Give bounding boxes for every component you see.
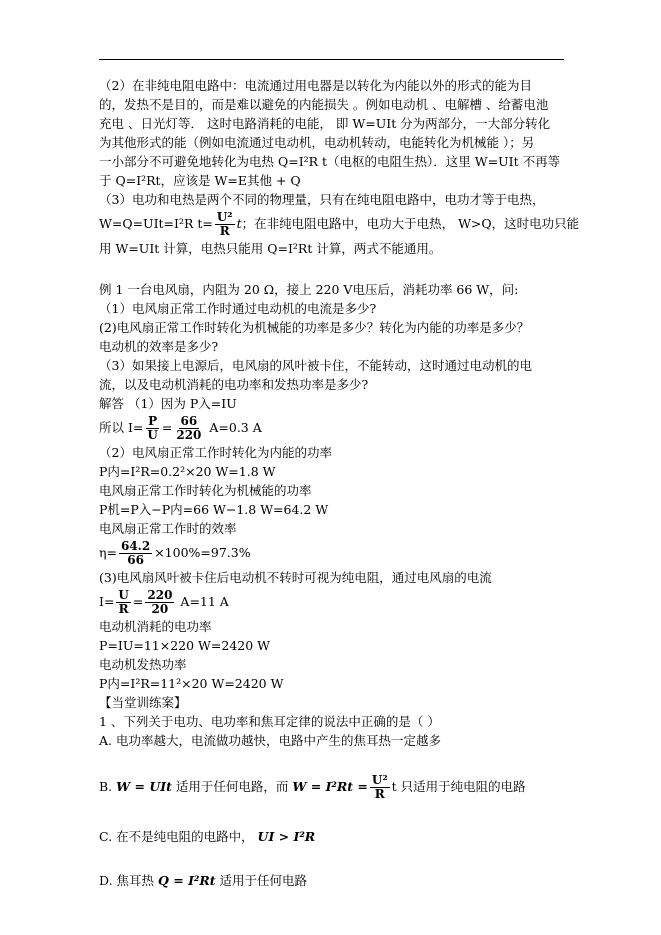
option-text: 适用于任何电路，而 (171, 779, 293, 794)
formula-text: η= (99, 545, 117, 560)
example-question: (2)电风扇正常工作时转化为机械能的功率是多少？转化为内能的功率是多少？ (99, 320, 530, 335)
formula-text: W=Q=UIt=I²R t= (99, 216, 213, 231)
example-problem (99, 280, 567, 394)
fraction-denominator: R (219, 224, 230, 238)
solution-line: 电风扇正常工作时的效率 (99, 521, 237, 536)
fraction-u-over-r (116, 589, 130, 616)
text-line: （3）电功和电热是两个不同的物理量，只有在纯电阻电路中，电功才等于电热， (99, 192, 545, 207)
solution-formula (99, 538, 567, 568)
option-text: D. 焦耳热 (99, 873, 158, 888)
formula-text: W = I²Rt = (292, 779, 368, 794)
solution-formula: I= $\frac{U}{R}$ = $\frac{220}{20}$ A=11 A (99, 588, 229, 616)
formula-text: A=0.3 A (205, 420, 262, 435)
solution-line: （2）电风扇正常工作时转化为内能的功率 (99, 445, 332, 460)
solution-formula: 所以 I= $\frac{P}{U}$ = $\frac{66}{220}$ A=0.3 A (99, 414, 262, 442)
text-line: 用 W=UIt 计算，电热只能用 Q=I²Rt 计算，两式不能通用。 (99, 241, 442, 256)
fraction-u2-over-r (215, 211, 235, 238)
header-rule (99, 59, 564, 60)
fraction-numerator: 66 (180, 414, 198, 428)
question-stem: 1 、下列关于电功、电功率和焦耳定律的说法中正确的是（ ） (99, 714, 440, 729)
drill-section (99, 693, 567, 896)
fraction-u2-over-r (370, 774, 390, 801)
fraction-p-over-u (145, 415, 159, 442)
solution-line: P内=I²R=0.2²×20 W=1.8 W (99, 464, 276, 479)
example-question: （1）电风扇正常工作时通过电动机的电流是多少? (99, 301, 377, 316)
option-text: 适用于任何电路 (215, 873, 308, 888)
paragraph-work-vs-heat (99, 190, 580, 258)
solution-line: P机=P入−P内=66 W−1.8 W=64.2 W (99, 502, 329, 517)
solution-line: 电风扇正常工作时转化为机械能的功率 (99, 483, 312, 498)
option-text: t 只适用于纯电阻的电路 (391, 779, 526, 794)
example-title: 例 1 一台电风扇，内阻为 20 Ω，接上 220 V电压后，消耗功率 66 W，问: (99, 282, 519, 297)
fraction-denominator: 20 (151, 602, 169, 616)
fraction-denominator: 66 (127, 553, 144, 567)
fraction-denominator: R (118, 602, 129, 616)
option-c (99, 822, 567, 852)
option-a: A. 电功率越大，电流做功越快，电路中产生的焦耳热一定越多 (99, 733, 441, 748)
solution-line: 电动机消耗的电功率 (99, 619, 212, 634)
fraction-denominator: U (147, 428, 158, 442)
formula-text: W = UIt (116, 779, 172, 794)
formula-text: ；在非纯电阻电路中，电功大于电热， W>Q，这时电功只能 (241, 216, 580, 231)
formula-text: I= (99, 594, 115, 609)
solution (99, 394, 567, 693)
solution-line: 电动机发热功率 (99, 657, 187, 672)
fraction-numerator: 220 (147, 588, 173, 602)
option-label: B. (99, 779, 113, 794)
fraction-denominator: 220 (176, 428, 202, 442)
fraction-numerator: P (148, 414, 158, 428)
text-line: 充电 、日光灯等． 这时电路消耗的电能， 即 W=UIt 分为两部分，一大部分转化 (99, 116, 551, 131)
solution-line: P内=I²R=11²×20 W=2420 W (99, 676, 284, 691)
solution-line: (3)电风扇风叶被卡住后电动机不转时可视为纯电阻，通过电风扇的电流 (99, 570, 492, 585)
fraction-66-over-220 (174, 415, 203, 442)
option-b (99, 770, 567, 804)
fraction-numerator: 64.2 (120, 539, 151, 553)
fraction-denominator: R (374, 787, 385, 801)
option-d (99, 866, 567, 896)
formula-text: ×100%=97.3% (154, 545, 251, 560)
fraction-numerator: U² (216, 210, 233, 224)
formula-t: t (236, 216, 242, 231)
option-text: C. 在不是纯电阻的电路中， (99, 829, 258, 844)
fraction-efficiency (119, 540, 152, 567)
text-line: 为其他形式的能（例如电流通过电动机，电动机转动，电能转化为机械能 ）；另 (99, 135, 535, 150)
solution-line: 解答 （1）因为 P入=IU (99, 396, 237, 411)
text-line: 的，发热不是目的，而是难以避免的内能损失 。例如电动机 、电解槽 、给蓄电池 (99, 97, 549, 112)
example-question: 电动机的效率是多少? (99, 339, 219, 354)
paragraph-nonpure-circuit (99, 76, 567, 190)
document-body (99, 76, 580, 896)
formula-text: UI > I²R (257, 829, 316, 844)
solution-line: P=IU=11×220 W=2420 W (99, 638, 270, 653)
formula-text: Q = I²Rt (158, 873, 216, 888)
fraction-numerator: U² (371, 773, 388, 787)
text-line: 于 Q=I²Rt，应该是 W=E其他 + Q (99, 173, 301, 188)
section-title: 【当堂训练案】 (99, 695, 187, 710)
fraction-220-over-20 (145, 589, 174, 616)
text-line: 一小部分不可避免地转化为电热 Q=I²R t（电枢的电阻生热）．这里 W=UIt 不再等 (99, 154, 561, 169)
formula-line (99, 209, 580, 239)
example-question: （3）如果接上电源后，电风扇的风叶被卡住，不能转动，这时通过电动机的电 (99, 358, 532, 373)
example-question: 流，以及电动机消耗的电功率和发热功率是多少? (99, 377, 369, 392)
fraction-numerator: U (118, 588, 129, 602)
formula-text: A=11 A (176, 594, 229, 609)
text-line: （2）在非纯电阻电路中：电流通过用电器是以转化为内能以外的形式的能为目 (99, 78, 532, 93)
formula-text: 所以 I= (99, 420, 144, 435)
